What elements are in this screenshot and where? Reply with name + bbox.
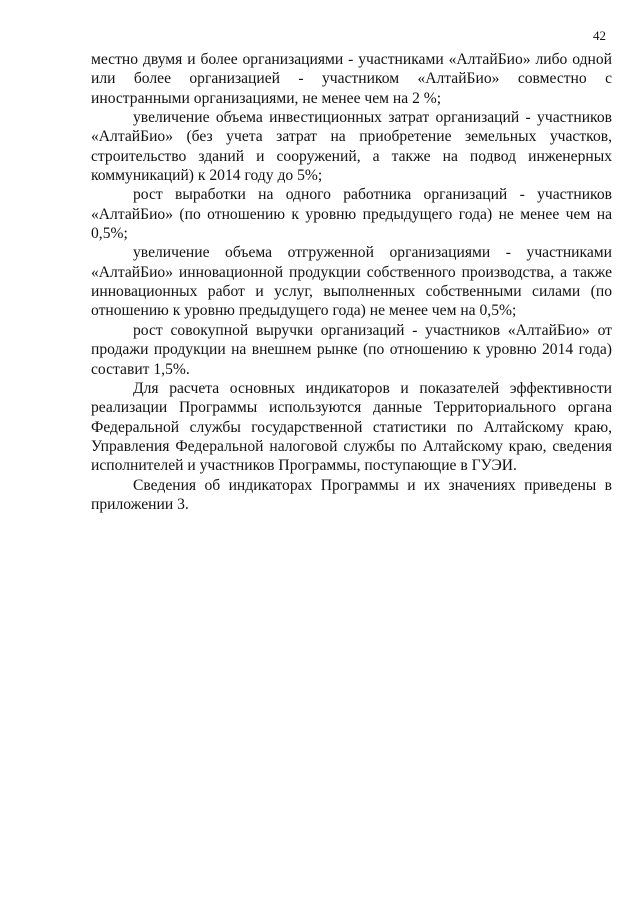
- page-number: 42: [593, 28, 606, 43]
- paragraph-data-sources: Для расчета основных индикаторов и показателей эффективности реализации Программы используются данные Территориального органа Федеральной службы государственной статистики по Алтайскому краю, Управления Федеральной налоговой службы по Алтайскому краю, сведения исполнителей и участников Программы, поступающие в ГУЭИ.: [91, 379, 612, 475]
- paragraph-continuation: местно двумя и более организациями - участниками «АлтайБио» либо одной или более организацией - участником «АлтайБио» совместно с иностранными организациями, не менее чем на 2 %;: [91, 51, 612, 107]
- paragraph-output-per-worker: рост выработки на одного работника организаций - участников «АлтайБио» (по отношению к уровню предыдущего года) не менее чем на 0,5%;: [91, 186, 612, 243]
- paragraph-export-revenue: рост совокупной выручки организаций - участников «АлтайБио» от продажи продукции на внешнем рынке (по отношению к уровню 2014 года) составит 1,5%.: [91, 321, 612, 378]
- document-body: [91, 50, 612, 514]
- paragraph-appendix-reference: Сведения об индикаторах Программы и их значениях приведены в приложении 3.: [91, 476, 612, 513]
- paragraph-innovative-products: увеличение объема отгруженной организациями - участниками «АлтайБио» инновационной продукции собственного производства, а также инновационных работ и услуг, выполненных собственными силами (по отношению к уровню предыдущего года) не менее чем на 0,5%;: [91, 244, 612, 320]
- paragraph-investment-costs: увеличение объема инвестиционных затрат организаций - участников «АлтайБио» (без учета затрат на приобретение земельных участков, строительство зданий и сооружений, а также на подвод инженерных коммуникаций) к 2014 году до 5%;: [91, 109, 612, 185]
